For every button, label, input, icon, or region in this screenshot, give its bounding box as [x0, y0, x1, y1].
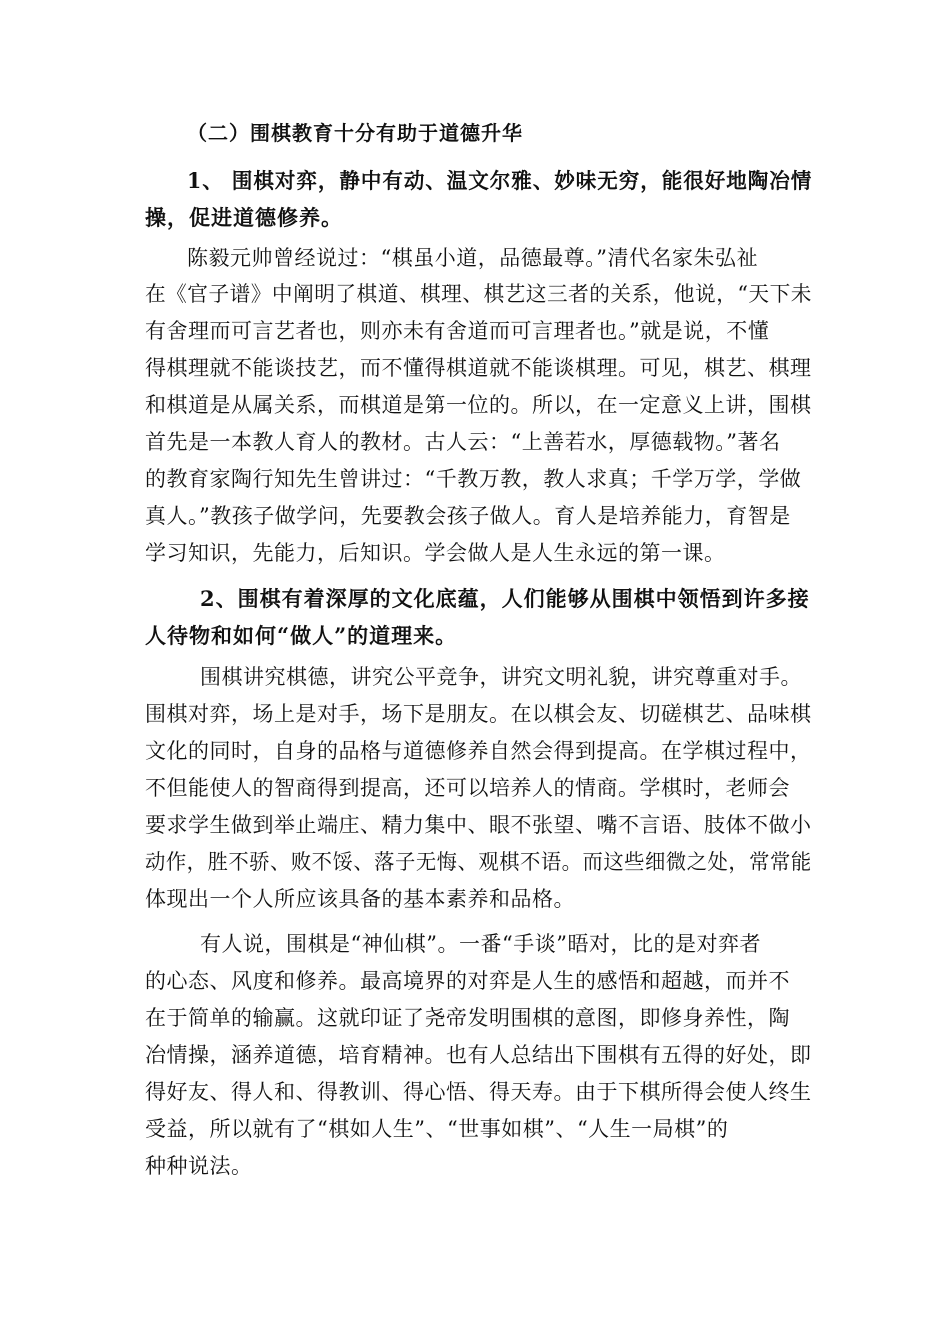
para2-line-3: 文化的同时，自身的品格与道德修养自然会得到提高。在学棋过程中，	[145, 739, 812, 763]
para1-line-8: 真人。”教孩子做学问，先要教会孩子做人。育人是培养能力，育智是	[145, 504, 791, 528]
para3-line-4: 冶情操，涵养道德，培育精神。也有人总结出下围棋有五得的好处，即	[145, 1043, 812, 1067]
para3-line-6: 受益，所以就有了“棋如人生”、“世事如棋”、“人生一局棋”的	[145, 1117, 729, 1141]
para2-line-4: 不但能使人的智商得到提高，还可以培养人的情商。学棋时，老师会	[145, 776, 790, 800]
para3-line-2: 的心态、风度和修养。最高境界的对弈是人生的感悟和超越，而并不	[145, 969, 790, 993]
para1-line-3: 有舍理而可言艺者也，则亦未有舍道而可言理者也。”就是说，不懂	[145, 319, 770, 343]
para3-line-3: 在于简单的输赢。这就印证了尧帝发明围棋的意图，即修身养性，陶	[145, 1006, 790, 1030]
para3-line-7: 种种说法。	[145, 1154, 253, 1178]
point1-heading-line-1: 1、 围棋对弈，静中有动、温文尔雅、妙味无穷，能很好地陶冶情	[187, 168, 813, 193]
point2-heading-line-2: 人待物和如何“做人”的道理来。	[145, 623, 458, 648]
para3-line-5: 得好友、得人和、得教训、得心悟、得天寿。由于下棋所得会使人终生	[145, 1080, 812, 1104]
para1-line-5: 和棋道是从属关系，而棋道是第一位的。所以，在一定意义上讲，围棋	[145, 393, 812, 417]
para2-line-7: 体现出一个人所应该具备的基本素养和品格。	[145, 887, 575, 911]
para2-line-5: 要求学生做到举止端庄、精力集中、眼不张望、嘴不言语、肢体不做小	[145, 813, 812, 837]
para1-line-7: 的教育家陶行知先生曾讲过：“千教万教，教人求真；千学万学，学做	[145, 467, 802, 491]
para1-line-2: 在《官子谱》中阐明了棋道、棋理、棋艺这三者的关系，他说，“天下未	[145, 282, 812, 306]
para2-line-1: 围棋讲究棋德，讲究公平竞争，讲究文明礼貌，讲究尊重对手。	[200, 665, 802, 689]
section-heading: （二）围棋教育十分有助于道德升华	[187, 121, 523, 145]
para1-line-9: 学习知识，先能力，后知识。学会做人是人生永远的第一课。	[145, 541, 726, 565]
para3-line-1: 有人说，围棋是“神仙棋”。一番“手谈”晤对，比的是对弈者	[200, 932, 761, 956]
para2-line-6: 动作，胜不骄、败不馁、落子无悔、观棋不语。而这些细微之处，常常能	[145, 850, 812, 874]
para1-line-6: 首先是一本教人育人的教材。古人云：“上善若水，厚德载物。”著名	[145, 430, 781, 454]
para2-line-2: 围棋对弈，场上是对手，场下是朋友。在以棋会友、切磋棋艺、品味棋	[145, 702, 812, 726]
point2-heading-line-1: 2、围棋有着深厚的文化底蕴，人们能够从围棋中领悟到许多接	[200, 586, 810, 611]
para1-line-4: 得棋理就不能谈技艺，而不懂得棋道就不能谈棋理。可见，棋艺、棋理	[145, 356, 812, 380]
point1-heading-line-2: 操，促进道德修养。	[145, 205, 343, 230]
para1-line-1: 陈毅元帅曾经说过：“棋虽小道，品德最尊。”清代名家朱弘祉	[187, 246, 758, 270]
